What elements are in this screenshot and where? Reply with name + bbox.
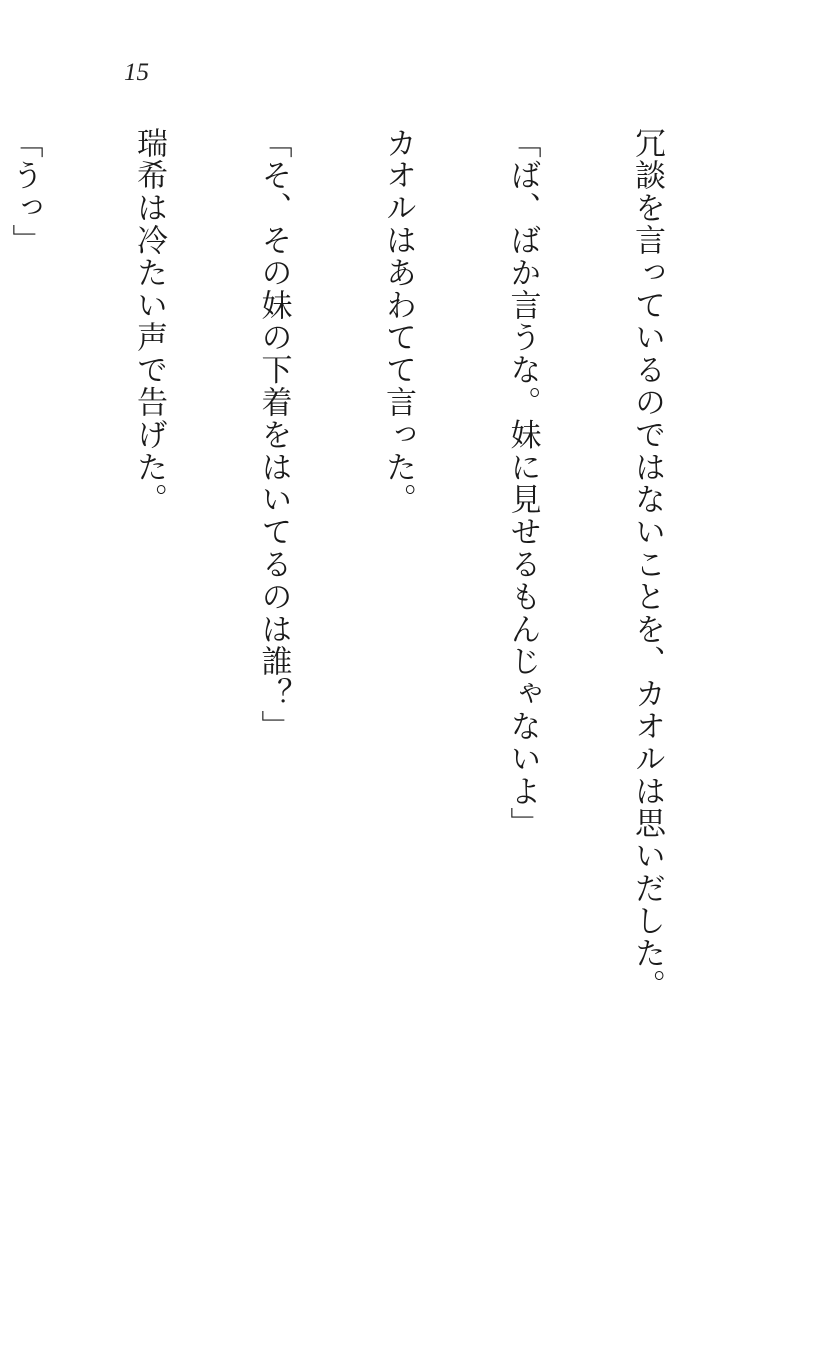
text-line: 冗談を言っているのではないことを、カオルは思いだした。 — [629, 127, 665, 1002]
text-line: カオルはあわてて言った。 — [380, 127, 416, 516]
page-number: 15 — [124, 59, 149, 86]
text-line: 瑞希は冷たい声で告げた。 — [131, 127, 167, 516]
text-line: 「うっ」 — [6, 127, 43, 257]
body-text — [6, 127, 750, 1127]
text-line: 「ば、ばか言うな。妹に見せるもんじゃないよ」 — [504, 127, 541, 840]
text-line: 「そ、その妹の下着をはいてるのは誰？」 — [255, 127, 292, 743]
